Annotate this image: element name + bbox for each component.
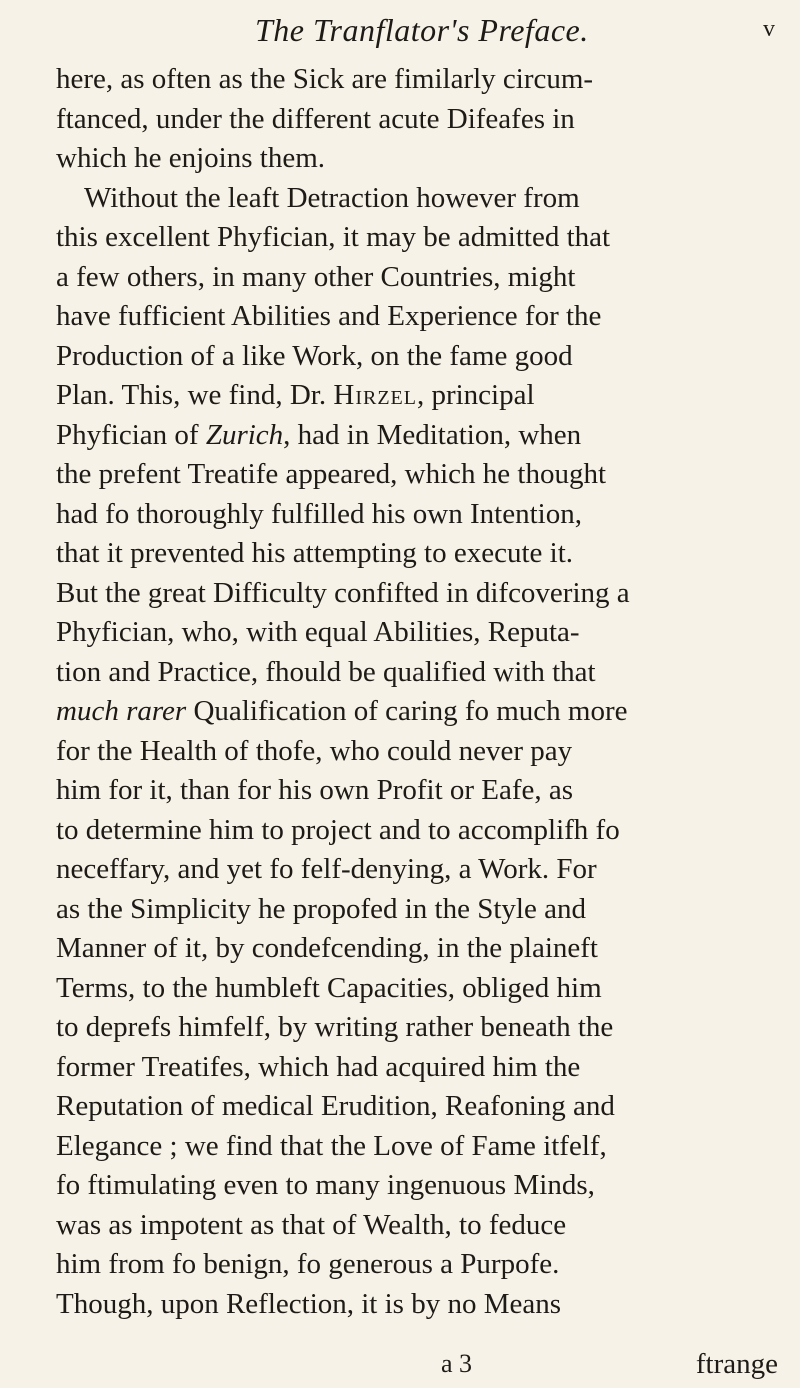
text-segment: , principal [416, 379, 535, 411]
text-line: Elegance ; we find that the Love of Fame itfelf, [56, 1129, 607, 1162]
text-line: tion and Practice, fhould be qualified with that [56, 655, 596, 688]
text-line: Production of a like Work, on the fame good [56, 339, 573, 372]
text-line: here, as often as the Sick are fimilarly circum- [56, 63, 594, 95]
text-line: this excellent Phyfician, it may be admitted that [56, 221, 611, 253]
text-line: fo ftimulating even to many ingenuous Minds, [56, 1169, 595, 1201]
text-line: ftanced, under the different acute Difeafes in [56, 102, 575, 135]
signature-mark: a 3 [441, 1349, 473, 1378]
text-line: was as impotent as that of Wealth, to feduce [56, 1208, 567, 1241]
body-text [56, 60, 796, 1324]
text-segment: Qualification of caring fo much more [186, 695, 628, 727]
text-line: as the Simplicity he propofed in the Style and [56, 892, 586, 925]
text-line: him from fo benign, fo generous a Purpofe. [56, 1248, 560, 1280]
text-line: a few others, in many other Countries, might [56, 260, 576, 293]
text-line: Manner of it, by condefcending, in the plaineft [56, 932, 598, 964]
text-line: Terms, to the humbleft Capacities, obliged him [56, 971, 602, 1004]
page-header [255, 12, 775, 52]
text-line: Without the leaft Detraction however from [84, 181, 580, 214]
text-line: have fufficient Abilities and Experience for the [56, 300, 602, 332]
text-line: former Treatifes, which had acquired him the [56, 1050, 581, 1083]
emphasis-much-rarer: much rarer [56, 695, 187, 727]
text-line: him for it, than for his own Profit or Eafe, as [56, 774, 574, 806]
place-zurich: Zurich [205, 418, 284, 451]
name-hirzel: Hirzel [333, 379, 417, 411]
text-line [56, 376, 796, 416]
text-line: which he enjoins them. [56, 142, 326, 174]
page-number: v [763, 16, 775, 42]
text-line: Reputation of medical Erudition, Reafoning and [56, 1090, 615, 1122]
text-line: Though, upon Reflection, it is by no Means [56, 1287, 562, 1320]
text-segment: , had in Meditation, when [283, 418, 582, 451]
text-line: to determine him to project and to accomplifh fo [56, 813, 620, 846]
text-line [56, 416, 796, 456]
text-line: But the great Difficulty confifted in difcovering a [56, 576, 630, 609]
text-line: for the Health of thofe, who could never pay [56, 734, 573, 767]
text-line: neceffary, and yet fo felf-denying, a Work. For [56, 853, 597, 885]
running-title: The Tranflator's Preface. [255, 12, 589, 48]
text-line [56, 692, 796, 732]
text-line: had fo thoroughly fulfilled his own Intention, [56, 497, 582, 530]
text-line: to deprefs himfelf, by writing rather beneath the [56, 1011, 614, 1043]
text-line: that it prevented his attempting to execute it. [56, 537, 574, 569]
text-segment: Phyfician of [56, 418, 206, 451]
page-footer [56, 1347, 778, 1387]
text-segment: Plan. This, we find, Dr. [56, 379, 334, 411]
text-line: Phyfician, who, with equal Abilities, Reputa- [56, 616, 580, 648]
text-line: the prefent Treatife appeared, which he thought [56, 458, 607, 490]
catchword: ftrange [695, 1348, 778, 1380]
